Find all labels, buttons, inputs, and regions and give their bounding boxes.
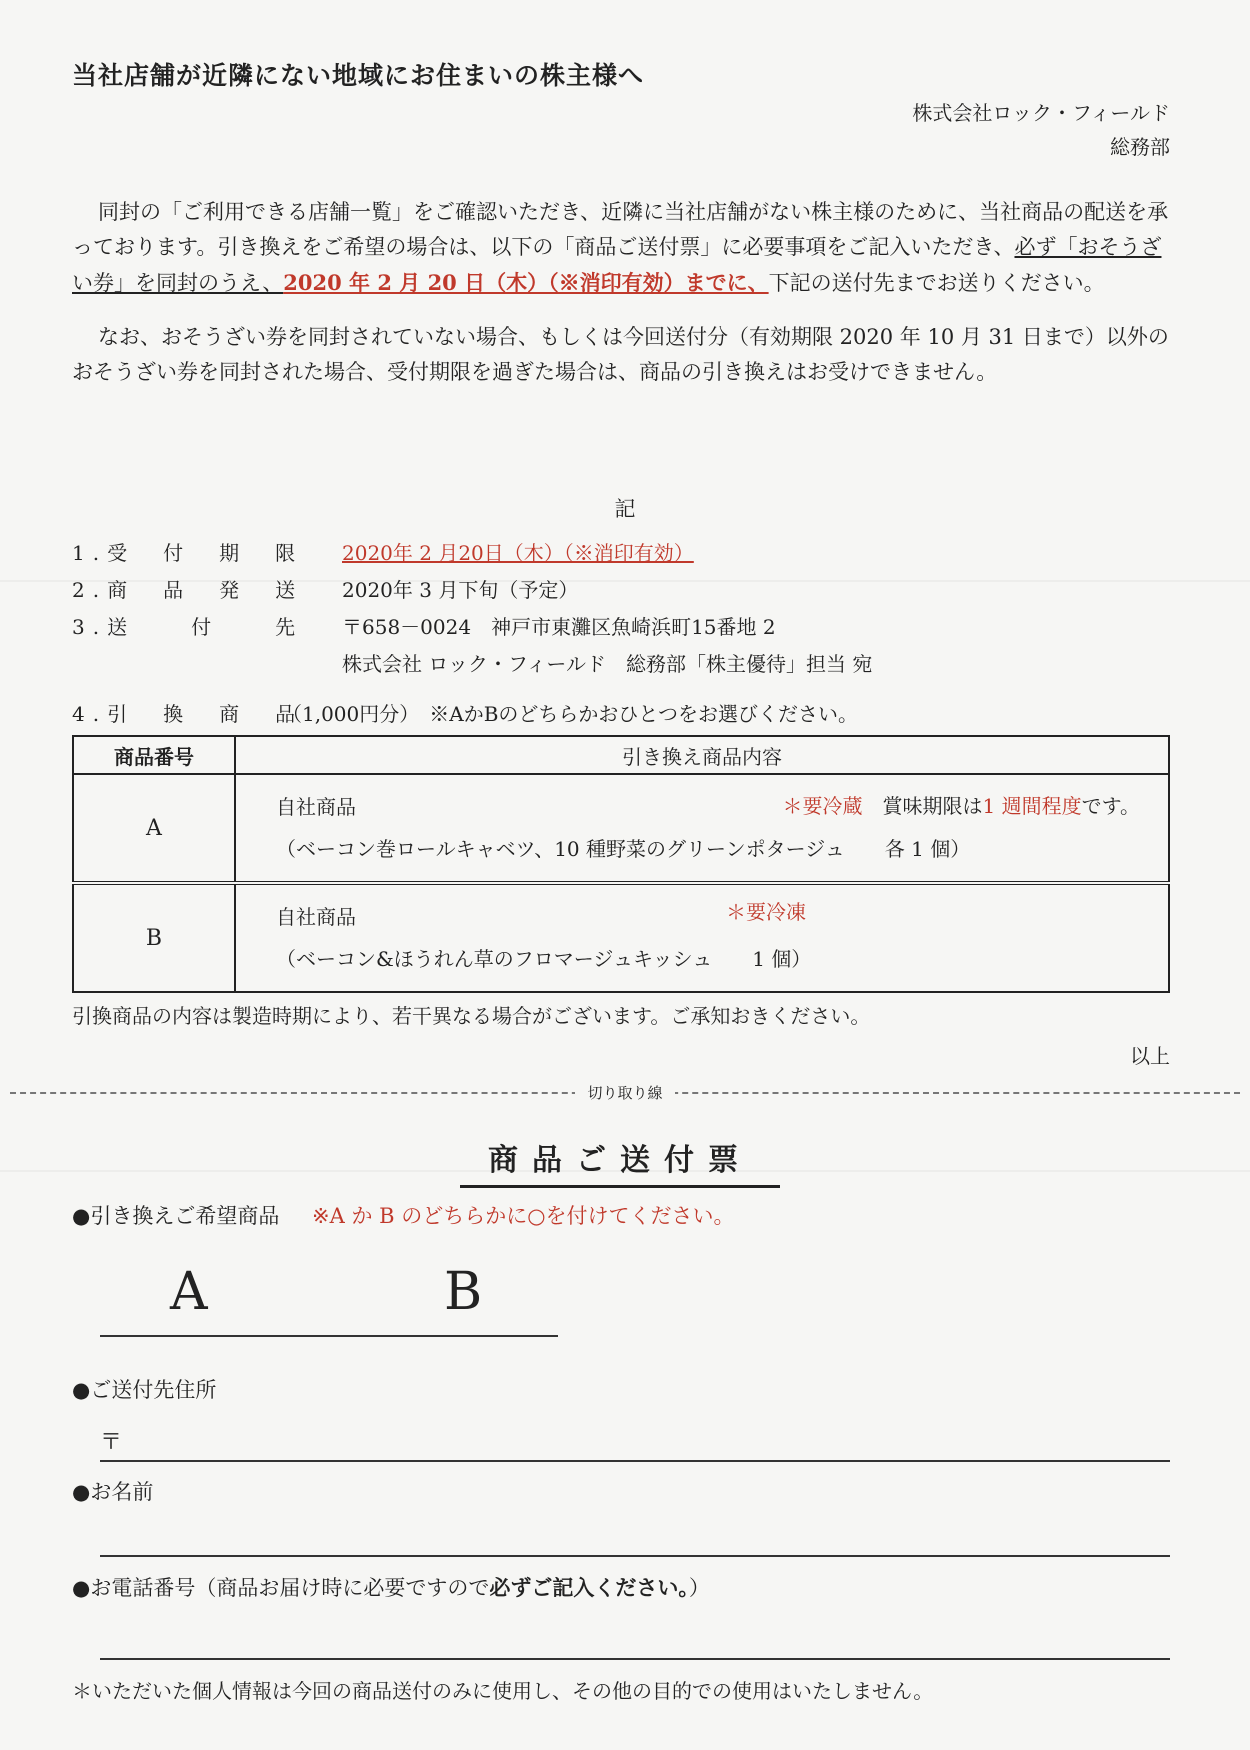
intro-required-text: 必ず「おそうざい券」を同封のうえ、 bbox=[72, 235, 1162, 295]
item-value: 〒658－0024 神戸市東灘区魚崎浜町15番地 2 bbox=[342, 615, 776, 639]
goods-line1: 自社商品 bbox=[276, 905, 356, 929]
page-title: 当社店舗が近隣にない地域にお住まいの株主様へ bbox=[72, 61, 645, 90]
item-value: （1,000円分） ※AかBのどちらかおひとつをお選びください。 bbox=[282, 702, 858, 726]
name-field[interactable] bbox=[100, 1555, 1170, 1557]
cut-label-text: 切り取り線 bbox=[575, 1084, 674, 1102]
intro-deadline: 2020 年 2 月 20 日（木）（※消印有効）までに、 bbox=[283, 270, 769, 295]
goods-desc bbox=[235, 774, 1169, 883]
col-header-number: 商品番号 bbox=[73, 736, 235, 774]
goods-line1: 自社商品 bbox=[276, 795, 356, 819]
choice-a[interactable]: A bbox=[170, 1262, 208, 1322]
choice-label: ●引き換えご希望商品 bbox=[72, 1204, 280, 1228]
col-header-content: 引き換え商品内容 bbox=[235, 736, 1169, 774]
phone-label-end: ） bbox=[688, 1576, 710, 1600]
phone-label-row bbox=[72, 1572, 710, 1602]
goods-table bbox=[72, 735, 1170, 993]
table-row bbox=[73, 883, 1169, 992]
form-title: 商品ご送付票 bbox=[460, 1135, 780, 1188]
phone-required: 必ずご記入ください。 bbox=[489, 1575, 689, 1600]
choice-row bbox=[72, 1200, 735, 1230]
goods-desc bbox=[235, 883, 1169, 992]
storage-note bbox=[783, 785, 1141, 827]
goods-code: A bbox=[73, 774, 235, 883]
intro-paragraph-1 bbox=[72, 195, 1172, 301]
choice-b[interactable]: B bbox=[444, 1262, 483, 1322]
privacy-note: ＊いただいた個人情報は今回の商品送付のみに使用し、その他の目的での使用はいたしません。 bbox=[72, 1679, 934, 1703]
item-label: 3.送 付 先 bbox=[72, 615, 304, 639]
choice-underline bbox=[100, 1335, 558, 1337]
item-label: 1.受 付 期 限 bbox=[72, 541, 304, 565]
storage-red: ＊要冷蔵 bbox=[782, 794, 863, 818]
address-field[interactable] bbox=[100, 1460, 1170, 1462]
address-label: ●ご送付先住所 bbox=[72, 1378, 217, 1402]
table-row bbox=[73, 774, 1169, 883]
company-name: 株式会社ロック・フィールド bbox=[912, 101, 1170, 125]
ki-heading: 記 bbox=[614, 497, 636, 521]
goods-code: B bbox=[73, 883, 235, 992]
storage-text-end: です。 bbox=[1081, 794, 1140, 818]
storage-period: 1 週間程度 bbox=[982, 794, 1082, 818]
item-label: 4.引 換 商 品 bbox=[72, 702, 304, 726]
item-value: 2020年 3 月下旬（予定） bbox=[342, 578, 579, 602]
sender-block bbox=[912, 96, 1170, 164]
cut-line-label bbox=[0, 1082, 1250, 1103]
ijou: 以上 bbox=[1130, 1044, 1170, 1068]
storage-note: ＊要冷凍 bbox=[726, 900, 806, 924]
table-header-row bbox=[73, 736, 1169, 774]
phone-field[interactable] bbox=[100, 1658, 1170, 1660]
postal-mark: 〒 bbox=[100, 1430, 123, 1455]
disclaimer: 引換商品の内容は製造時期により、若干異なる場合がございます。ご承知おきください。 bbox=[72, 1004, 871, 1028]
goods-line2: （ベーコン&ほうれん草のフロマージュキッシュ 1 個） bbox=[276, 947, 812, 971]
item-value: 株式会社 ロック・フィールド 総務部「株主優待」担当 宛 bbox=[342, 652, 873, 676]
storage-text: 賞味期限は bbox=[862, 794, 983, 818]
goods-line2: （ベーコン巻ロールキャベツ、10 種野菜のグリーンポタージュ 各 1 個） bbox=[276, 837, 971, 861]
intro-paragraph-2: なお、おそうざい券を同封されていない場合、もしくは今回送付分（有効期限 2020 年 10 月 31 日まで）以外のおそうざい券を同封された場合、受付期限を過ぎた場合は、商品の引き換えはお受けできません。 bbox=[72, 325, 1169, 384]
choice-note: ※A か B のどちらかに○を付けてください。 bbox=[312, 1204, 735, 1228]
name-label: ●お名前 bbox=[72, 1480, 154, 1504]
department: 総務部 bbox=[1110, 135, 1170, 159]
intro-text: 同封の「ご利用できる店舗一覧」をご確認いただき、近隣に当社店舗がない株主様のために、当社商品の配送を承っております。引き換えをご希望の場合は、以下の「商品ご送付票」に必要事項をご記入いただき、 bbox=[72, 200, 1169, 259]
item-value: 2020年 2 月20日（木）（※消印有効） bbox=[342, 541, 694, 565]
intro-text-end: 下記の送付先までお送りください。 bbox=[768, 271, 1105, 295]
item-label: 2.商 品 発 送 bbox=[72, 578, 304, 602]
phone-label: ●お電話番号（商品お届け時に必要ですので bbox=[72, 1576, 490, 1600]
